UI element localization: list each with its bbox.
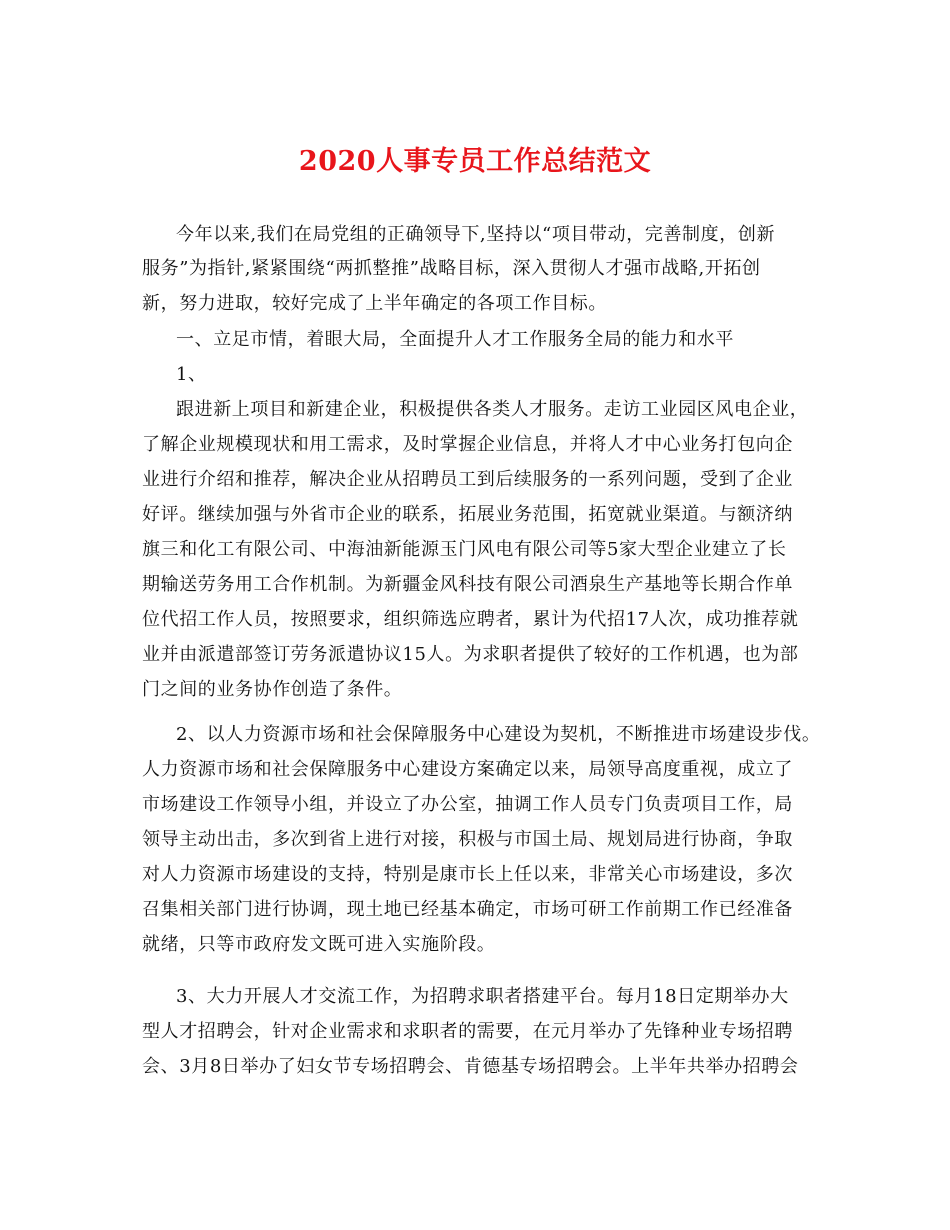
paragraph-line: 旗三和化工有限公司、中海油新能源玉门风电有限公司等5家大型企业建立了长: [142, 539, 787, 560]
paragraph-line: 位代招工作人员，按照要求，组织筛选应聘者，累计为代招17人次，成功推荐就: [142, 609, 799, 630]
paragraph-line: 会、3月8日举办了妇女节专场招聘会、肯德基专场招聘会。上半年共举办招聘会: [142, 1056, 799, 1077]
paragraph-line: 领导主动出击，多次到省上进行对接，积极与市国土局、规划局进行协商，争取: [142, 829, 793, 850]
paragraph-line: 市场建设工作领导小组，并设立了办公室，抽调工作人员专门负责项目工作，局: [142, 794, 793, 815]
paragraph-line: 2、以人力资源市场和社会保障服务中心建设为契机，不断推进市场建设步伐。: [176, 724, 821, 745]
paragraph-line: 人力资源市场和社会保障服务中心建设方案确定以来，局领导高度重视，成立了: [142, 759, 793, 780]
paragraph-line: 3、大力开展人才交流工作，为招聘求职者搭建平台。每月18日定期举办大: [176, 986, 789, 1007]
paragraph-line: 了解企业规模现状和用工需求，及时掌握企业信息，并将人才中心业务打包向企: [142, 434, 793, 455]
document-title: 2020人事专员工作总结范文: [298, 146, 652, 177]
paragraph-line: 召集相关部门进行协调，现土地已经基本确定，市场可研工作前期工作已经准备: [142, 899, 793, 920]
paragraph-line: 今年以来,我们在局党组的正确领导下,坚持以“项目带动，完善制度，创新: [176, 224, 776, 245]
paragraph-line: 期输送劳务用工合作机制。为新疆金风科技有限公司酒泉生产基地等长期合作单: [142, 574, 793, 595]
paragraph-line: 门之间的业务协作创造了条件。: [142, 679, 403, 700]
paragraph-line: 新，努力进取，较好完成了上半年确定的各项工作目标。: [142, 293, 607, 314]
paragraph-line: 就绪，只等市政府发文既可进入实施阶段。: [142, 934, 496, 955]
paragraph-line: 业并由派遣部签订劳务派遣协议15人。为求职者提供了较好的工作机遇，也为部: [142, 644, 799, 665]
paragraph-line: 服务”为指针,紧紧围绕“两抓整推”战略目标，深入贯彻人才强市战略,开拓创: [142, 258, 761, 279]
paragraph-line: 型人才招聘会，针对企业需求和求职者的需要，在元月举办了先锋种业专场招聘: [142, 1021, 793, 1042]
paragraph-line: 好评。继续加强与外省市企业的联系，拓展业务范围，拓宽就业渠道。与额济纳: [142, 504, 793, 525]
paragraph-line: 跟进新上项目和新建企业，积极提供各类人才服务。走访工业园区风电企业，: [176, 399, 809, 420]
paragraph-line: 1、: [176, 364, 207, 385]
paragraph-line: 对人力资源市场建设的支持，特别是康市长上任以来，非常关心市场建设，多次: [142, 864, 793, 885]
paragraph-line: 业进行介绍和推荐，解决企业从招聘员工到后续服务的一系列问题，受到了企业: [142, 469, 793, 490]
section-heading: 一、立足市情，着眼大局，全面提升人才工作服务全局的能力和水平: [176, 329, 734, 350]
